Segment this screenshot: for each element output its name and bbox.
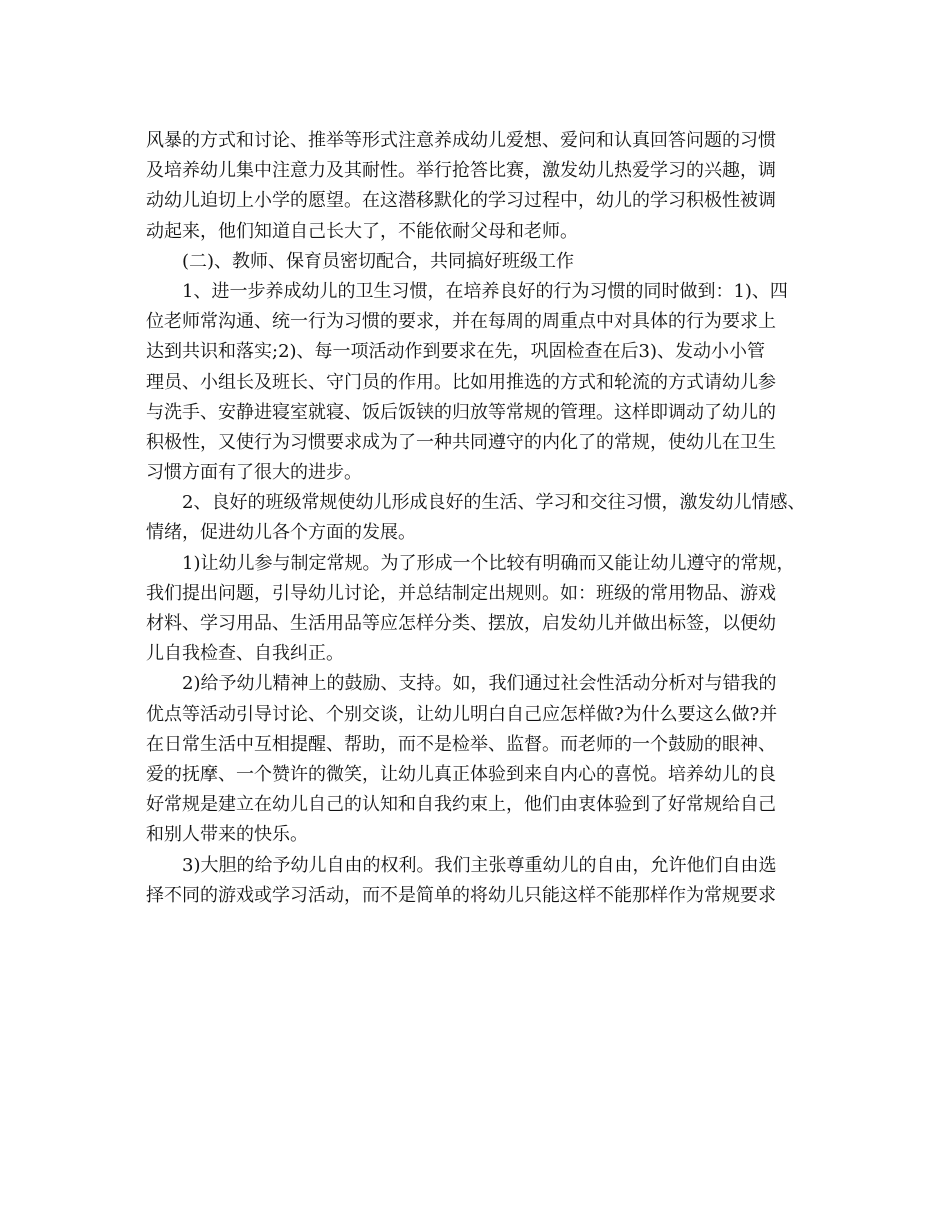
text-line: 在日常生活中互相提醒、帮助，而不是检举、监督。而老师的一个鼓励的眼神、: [146, 733, 776, 755]
text-line: 积极性，又使行为习惯要求成为了一种共同遵守的内化了的常规，使幼儿在卫生: [146, 431, 776, 453]
text-line: 达到共识和落实;2)、每一项活动作到要求在先，巩固检查在后3)、发动小小管: [146, 341, 766, 363]
text-line: 理员、小组长及班长、守门员的作用。比如用推选的方式和轮流的方式请幼儿参: [146, 371, 776, 393]
text-line: (二)、教师、保育员密切配合，共同搞好班级工作: [182, 250, 575, 272]
text-line: 2、良好的班级常规使幼儿形成良好的生活、学习和交往习惯，激发幼儿情感、: [182, 492, 806, 514]
document-body: [146, 126, 826, 911]
text-line: 及培养幼儿集中注意力及其耐性。举行抢答比赛，激发幼儿热爱学习的兴趣，调: [146, 160, 776, 182]
text-line: 1)让幼儿参与制定常规。为了形成一个比较有明确而又能让幼儿遵守的常规，: [182, 552, 795, 574]
text-line: 位老师常沟通、统一行为习惯的要求，并在每周的周重点中对具体的行为要求上: [146, 311, 776, 333]
text-line: 择不同的游戏或学习活动，而不是简单的将幼儿只能这样不能那样作为常规要求: [146, 884, 776, 906]
text-line: 儿自我检查、自我纠正。: [146, 643, 344, 665]
text-line: 动起来，他们知道自己长大了，不能依耐父母和老师。: [146, 220, 578, 242]
text-line: 我们提出问题，引导幼儿讨论，并总结制定出规则。如：班级的常用物品、游戏: [146, 582, 776, 604]
text-line: 1、进一步养成幼儿的卫生习惯，在培养良好的行为习惯的同时做到：1)、四: [182, 280, 788, 302]
text-line: 和别人带来的快乐。: [146, 824, 308, 846]
text-line: 3)大胆的给予幼儿自由的权利。我们主张尊重幼儿的自由，允许他们自由选: [182, 854, 777, 876]
text-line: 2)给予幼儿精神上的鼓励、支持。如，我们通过社会性活动分析对与错我的: [182, 673, 777, 695]
text-line: 与洗手、安静进寝室就寝、饭后饭铗的归放等常规的管理。这样即调动了幼儿的: [146, 401, 776, 423]
text-line: 风暴的方式和讨论、推举等形式注意养成幼儿爱想、爱问和认真回答问题的习惯: [146, 130, 776, 151]
text-line: 好常规是建立在幼儿自己的认知和自我约束上，他们由衷体验到了好常规给自己: [146, 794, 776, 816]
text-line: 情绪，促进幼儿各个方面的发展。: [146, 522, 416, 544]
text-line: 动幼儿迫切上小学的愿望。在这潜移默化的学习过程中，幼儿的学习积极性被调: [146, 190, 776, 212]
text-line: 爱的抚摩、一个赞许的微笑，让幼儿真正体验到来自内心的喜悦。培养幼儿的良: [146, 763, 776, 785]
text-line: 优点等活动引导讨论、个别交谈，让幼儿明白自己应怎样做?为什么要这么做?并: [146, 703, 778, 725]
text-line: 习惯方面有了很大的进步。: [146, 462, 362, 484]
text-line: 材料、学习用品、生活用品等应怎样分类、摆放，启发幼儿并做出标签，以便幼: [146, 613, 776, 634]
